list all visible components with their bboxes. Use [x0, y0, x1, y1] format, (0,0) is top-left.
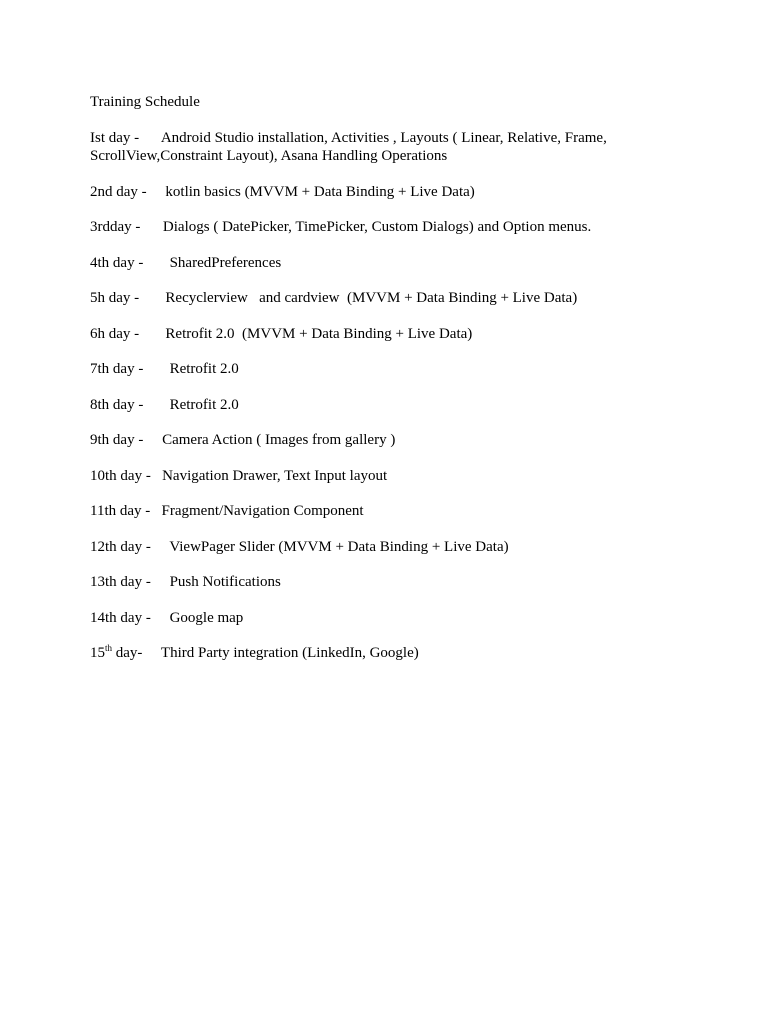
day-topic: kotlin basics (MVVM + Data Binding + Live Data): [165, 183, 475, 200]
schedule-entry-9: [90, 431, 690, 449]
day-gap: [151, 610, 170, 626]
day-number: 15: [90, 645, 105, 661]
day-topic: Navigation Drawer, Text Input layout: [162, 467, 388, 484]
day-label: 6h day -: [90, 325, 140, 342]
schedule-entry-7: [90, 360, 690, 378]
day-topic: Camera Action ( Images from gallery ): [162, 432, 396, 448]
day-gap: [139, 130, 161, 146]
day-gap: [150, 503, 161, 519]
schedule-entry-15: [90, 644, 690, 662]
day-gap: [142, 645, 160, 661]
day-topic: Retrofit 2.0: [169, 361, 239, 377]
day-topic: Recyclerview and cardview (MVVM + Data Binding + Live Data): [165, 290, 578, 306]
schedule-entry-6: [90, 325, 690, 343]
day-label: [90, 645, 161, 661]
day-label: 11th day -: [90, 503, 151, 519]
document-page: [90, 93, 690, 680]
schedule-entry-3: [90, 218, 690, 236]
schedule-entry-12: [90, 538, 690, 556]
schedule-entry-5: [90, 289, 690, 307]
schedule-entry-13: [90, 573, 690, 591]
schedule-entry-4: [90, 254, 690, 272]
day-label: 14th day -: [90, 609, 151, 626]
day-topic: Dialogs ( DatePicker, TimePicker, Custom Dialogs) and Option menus.: [162, 219, 592, 235]
day-label: 10th day -: [90, 467, 151, 484]
schedule-entry-14: [90, 609, 690, 627]
day-gap: [140, 219, 163, 235]
day-gap: [151, 574, 170, 590]
day-topic: SharedPreferences: [169, 254, 282, 271]
day-topic: ViewPager Slider (MVVM + Data Binding + Live Data): [169, 538, 509, 555]
day-label-rest: day-: [112, 645, 143, 661]
day-label: 4th day -: [90, 254, 144, 271]
day-label: 2nd day -: [90, 183, 147, 200]
day-gap: [143, 361, 169, 377]
schedule-entry-10: [90, 467, 690, 485]
day-gap: [139, 290, 165, 306]
schedule-entry-11: [90, 502, 690, 520]
day-gap: [139, 326, 165, 342]
day-label: 12th day -: [90, 538, 151, 555]
day-gap: [151, 468, 162, 484]
day-label: 9th day -: [90, 432, 144, 448]
day-topic: Android Studio installation, Activities , Layouts ( Linear, Relative, Frame, ScrollView,Constraint Layout), Asana Handling Operations: [90, 130, 611, 164]
day-gap: [151, 539, 169, 555]
schedule-entry-8: [90, 396, 690, 414]
document-title: Training Schedule: [90, 94, 200, 110]
day-topic: Retrofit 2.0: [169, 396, 239, 413]
day-gap: [143, 397, 169, 413]
day-topic: Fragment/Navigation Component: [161, 503, 364, 519]
day-ordinal-suffix: th: [105, 643, 113, 653]
schedule-entry-2: [90, 183, 690, 201]
schedule-list: [90, 129, 690, 627]
day-topic: Retrofit 2.0 (MVVM + Data Binding + Live Data): [165, 325, 473, 342]
day-gap: [147, 184, 166, 200]
day-label: Ist day -: [90, 130, 140, 146]
day-gap: [143, 255, 169, 271]
day-label: 13th day -: [90, 574, 151, 590]
day-topic: Push Notifications: [169, 574, 281, 590]
day-gap: [143, 432, 162, 448]
day-label: 5h day -: [90, 290, 140, 306]
day-label: 8th day -: [90, 396, 144, 413]
day-label: 7th day -: [90, 361, 144, 377]
day-topic: Third Party integration (LinkedIn, Google): [160, 645, 419, 661]
schedule-entry-1: [90, 129, 690, 165]
day-label: 3rdday -: [90, 219, 141, 235]
day-topic: Google map: [169, 609, 244, 626]
